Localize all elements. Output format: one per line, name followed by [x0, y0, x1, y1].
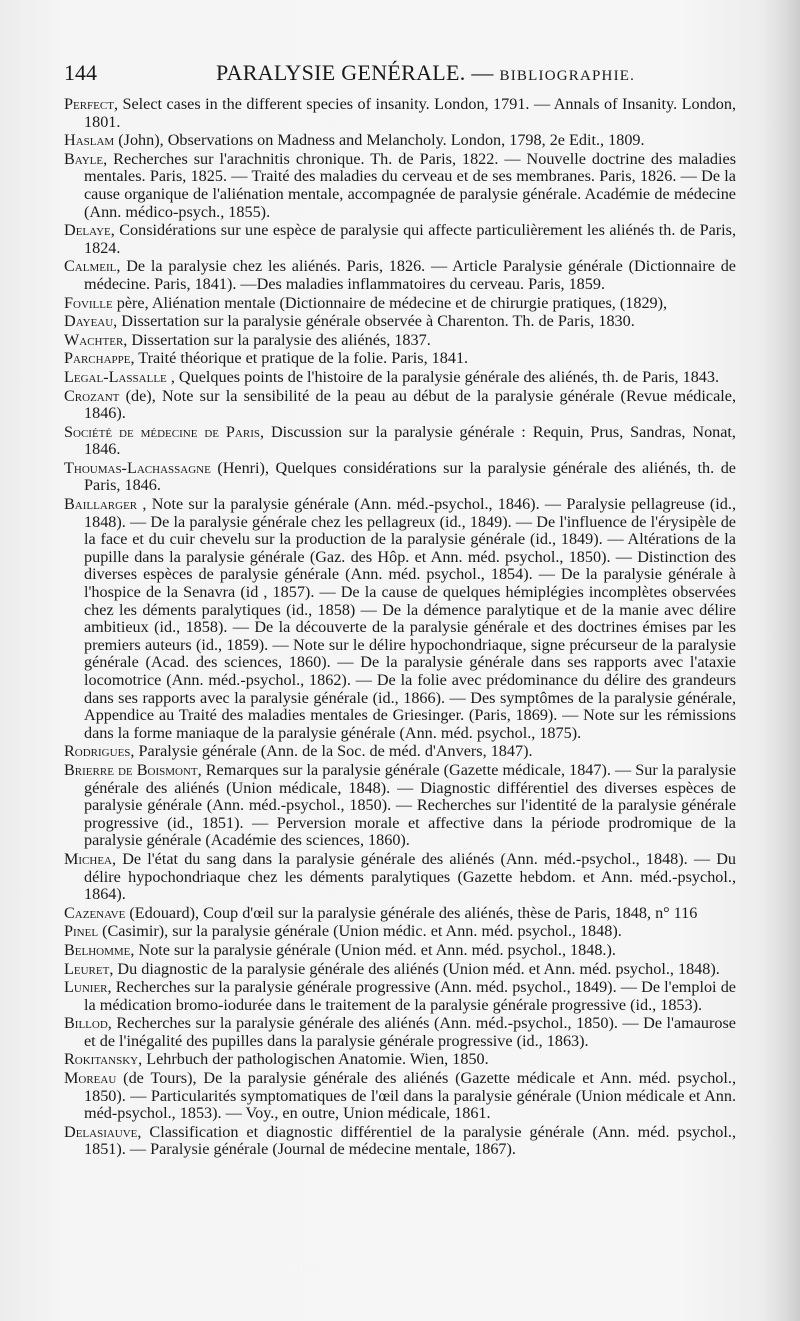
- entry-text: Remarques sur la paralysie générale (Gazette médicale, 1847). — Sur la paralysie générale des aliénés (Union médicale, 1848). — Diagnostic différentiel des diverses espèces de paralysie générale (Ann. méd.-psychol., 1850). — Recherches sur l'identité de la paralysie générale progressive (id., 1851). — Perversion morale et affective dans la période prodromique de la paralysie générale (Académie des sciences, 1860).: [84, 760, 737, 850]
- bibliography-entry: [64, 743, 736, 761]
- entry-text: (Edouard), Coup d'œil sur la paralysie générale des aliénés, thèse de Paris, 1848, n° 116: [125, 903, 698, 922]
- entry-text: Dissertation sur la paralysie générale observée à Charenton. Th. de Paris, 1830.: [117, 312, 635, 331]
- entry-text: Dissertation sur la paralysie des aliénés, 1837.: [127, 330, 431, 349]
- entry-author: Michea,: [64, 849, 117, 868]
- entry-text: Classification et diagnostic différentiel de la paralysie générale (Ann. méd. psychol., 1851). — Paralysie générale (Journal de médecine mentale, 1867).: [84, 1122, 736, 1159]
- bibliography-entry: [64, 295, 736, 313]
- bibliography-entry: [64, 1015, 736, 1050]
- running-title-main: PARALYSIE GENÉRALE.: [216, 60, 466, 85]
- bibliography-entry: [64, 496, 736, 742]
- entry-author: Legal-Lassalle ,: [64, 367, 175, 386]
- bibliography-entry: [64, 222, 736, 257]
- entry-author: Perfect,: [64, 95, 118, 113]
- entry-author: Calmeil,: [64, 257, 121, 276]
- entry-text: Note sur la paralysie générale (Union méd. et Ann. méd. psychol., 1848.).: [134, 940, 616, 959]
- running-title: [216, 60, 635, 86]
- entry-author: Parchappe,: [64, 349, 135, 368]
- entry-author: Delasiauve,: [64, 1122, 142, 1141]
- entry-text: Recherches sur l'arachnitis chronique. Th. de Paris, 1822. — Nouvelle doctrine des maladies mentales. Paris, 1825. — Traité des maladies du cerveau et de ses membranes. Paris, 1826. — De la cause organique de l'aliénation mentale, accompagnée de paralysie générale. Académie de médecine (Ann. médico-psych., 1855).: [84, 149, 736, 221]
- bibliography-entry: [64, 1051, 736, 1069]
- entry-text: (de Tours), De la paralysie générale des aliénés (Gazette médicale et Ann. méd. psychol., 1850). — Particularités symptomatiques de l'œil dans la paralysie générale (Union médicale et Ann. méd-psychol., 1853). — Voy., en outre, Union médicale, 1861.: [84, 1069, 736, 1123]
- bibliography-entry: [64, 151, 736, 221]
- bibliography-entry: [64, 851, 736, 904]
- entry-text: Select cases in the different species of insanity. London, 1791. — Annals of Insanity. London, 1801.: [84, 95, 736, 131]
- bibliography-entry: [64, 258, 736, 293]
- entry-text: (Casimir), sur la paralysie générale (Union médic. et Ann. méd. psychol., 1848).: [98, 922, 622, 941]
- entry-author: Crozant: [64, 386, 120, 405]
- entry-text: Du diagnostic de la paralysie générale des aliénés (Union méd. et Ann. méd. psychol., 1848).: [113, 959, 720, 978]
- entry-author: Dayeau,: [64, 312, 118, 331]
- entry-author: Haslam: [64, 131, 115, 150]
- bibliography-entry: [64, 1124, 736, 1159]
- bibliography-entry: [64, 942, 736, 960]
- bibliography-entry: [64, 923, 736, 941]
- entry-author: Rokitansky,: [64, 1050, 143, 1069]
- entry-text: Discussion sur la paralysie générale : Requin, Prus, Sandras, Nonat, 1846.: [84, 422, 736, 459]
- running-header: [64, 58, 754, 90]
- entry-text: Considérations sur une espèce de paralysie qui affecte particulièrement les aliénés th. de Paris, 1824.: [84, 221, 736, 257]
- entry-author: Belhomme,: [64, 940, 135, 959]
- entry-text: De la paralysie chez les aliénés. Paris, 1826. — Article Paralysie générale (Dictionnaire de médecine. Paris, 1841). —Des maladies inflammatoires du cerveau. Paris, 1859.: [84, 257, 736, 293]
- entry-text: (Henri), Quelques considérations sur la paralysie générale des aliénés, th. de Paris, 1846.: [84, 458, 736, 495]
- entry-author: Brierre de Boismont,: [64, 760, 202, 779]
- entry-author: Pinel: [64, 922, 99, 941]
- entry-author: Lunier,: [64, 978, 112, 997]
- bibliography-entry: [64, 132, 736, 150]
- entry-author: Billod,: [64, 1014, 112, 1033]
- bibliography-entry: [64, 762, 736, 850]
- bibliography-entry: [64, 332, 736, 350]
- bibliography-entry: [64, 424, 736, 459]
- running-title-dash: —: [471, 60, 494, 85]
- entry-text: Traité théorique et pratique de la folie. Paris, 1841.: [134, 349, 469, 368]
- entry-text: Lehrbuch der pathologischen Anatomie. Wien, 1850.: [142, 1050, 489, 1069]
- entry-text: Note sur la paralysie générale (Ann. méd.-psychol., 1846). — Paralysie pellagreuse (id., 1848). — De la paralysie générale chez les pellagreux (id., 1849). — De l'influence de l'érysipèle de la face et du cuir chevelu sur la production de la paralysie générale (id., 1849). — Altérations de la pupille dans la paralysie générale (Gaz. des Hôp. et Ann. méd. psychol., 1850). — Distinction des diverses espèces de paralysie générale (Ann. méd. psychol., 1854). — De la paralysie générale à l'hospice de la Senavra (id , 1857). — De la cause de quelques hémiplégies incomplètes observées chez les déments paralytiques (id., 1858) — De la démence paralytique et de la manie avec délire ambitieux (id., 1858). — De la découverte de la paralysie générale et des doctrines émises par les premiers auteurs (id., 1859). — Note sur le délire hypochondriaque, signe précurseur de la paralysie générale (Acad. des sciences, 1860). — De la paralysie générale dans ses rapports avec l'ataxie locomotrice (Ann. méd.-psychol., 1862). — De la folie avec prédominance du délire des grandeurs dans ses rapports avec la paralysie générale (id., 1866). — Des symptômes de la paralysie générale, Appendice au Traité des maladies mentales de Griesinger. (Paris, 1869). — Note sur les rémissions dans la forme maniaque de la paralysie générale (Ann. méd. psychol., 1875).: [84, 495, 736, 742]
- bibliography-entry: [64, 313, 736, 331]
- entry-text: Quelques points de l'histoire de la paralysie générale des aliénés, th. de Paris, 1843.: [174, 367, 720, 386]
- page-number: 144: [64, 60, 97, 85]
- bibliography-entry: [64, 350, 736, 368]
- entry-text: De l'état du sang dans la paralysie générale des aliénés (Ann. méd.-psychol., 1848). — Du délire hypochondriaque chez les déments paralytiques (Gazette hebdom. et Ann. méd.-psychol., 1864).: [84, 849, 736, 904]
- bibliography-entry: [64, 460, 736, 495]
- running-title-sub: BIBLIOGRAPHIE.: [499, 68, 636, 84]
- bibliography-entry: [64, 1070, 736, 1123]
- bibliography-list: [64, 96, 736, 1160]
- entry-author: Delaye,: [64, 221, 115, 240]
- bibliography-entry: [64, 96, 736, 131]
- entry-author: Moreau: [64, 1069, 117, 1088]
- bibliography-entry: [64, 979, 736, 1014]
- entry-author: Thoumas-Lachassagne: [64, 458, 211, 477]
- entry-text: Paralysie générale (Ann. de la Soc. de méd. d'Anvers, 1847).: [134, 742, 533, 761]
- entry-author: Foville: [64, 293, 113, 312]
- entry-text: père, Aliénation mentale (Dictionnaire de médecine et de chirurgie pratiques, (1829),: [112, 293, 668, 312]
- bibliography-entry: [64, 905, 736, 923]
- entry-author: Rodrigues,: [64, 742, 135, 761]
- entry-text: Recherches sur la paralysie générale progressive (Ann. méd. psychol., 1849). — De l'emploi de la médication bromo-iodurée dans le traitement de la paralysie générale progressive (id., 1853).: [84, 978, 736, 1014]
- entry-text: (John), Observations on Madness and Melancholy. London, 1798, 2e Edit., 1809.: [114, 131, 645, 150]
- entry-author: Baillarger ,: [64, 495, 147, 514]
- bibliography-entry: [64, 961, 736, 979]
- entry-author: Bayle,: [64, 149, 108, 168]
- entry-text: (de), Note sur la sensibilité de la peau au début de la paralysie générale (Revue médicale, 1846).: [84, 386, 736, 423]
- entry-author: Wachter,: [64, 330, 128, 349]
- entry-author: Société de médecine de Paris,: [64, 422, 265, 441]
- page-spine-shadow: [762, 0, 800, 1321]
- bibliography-entry: [64, 369, 736, 387]
- entry-author: Cazenave: [64, 903, 126, 922]
- entry-author: Leuret,: [64, 959, 114, 978]
- bibliography-entry: [64, 388, 736, 423]
- entry-text: Recherches sur la paralysie générale des aliénés (Ann. méd.-psychol., 1850). — De l'amaurose et de l'inégalité des pupilles dans la paralysie générale progressive (id., 1863).: [84, 1014, 736, 1050]
